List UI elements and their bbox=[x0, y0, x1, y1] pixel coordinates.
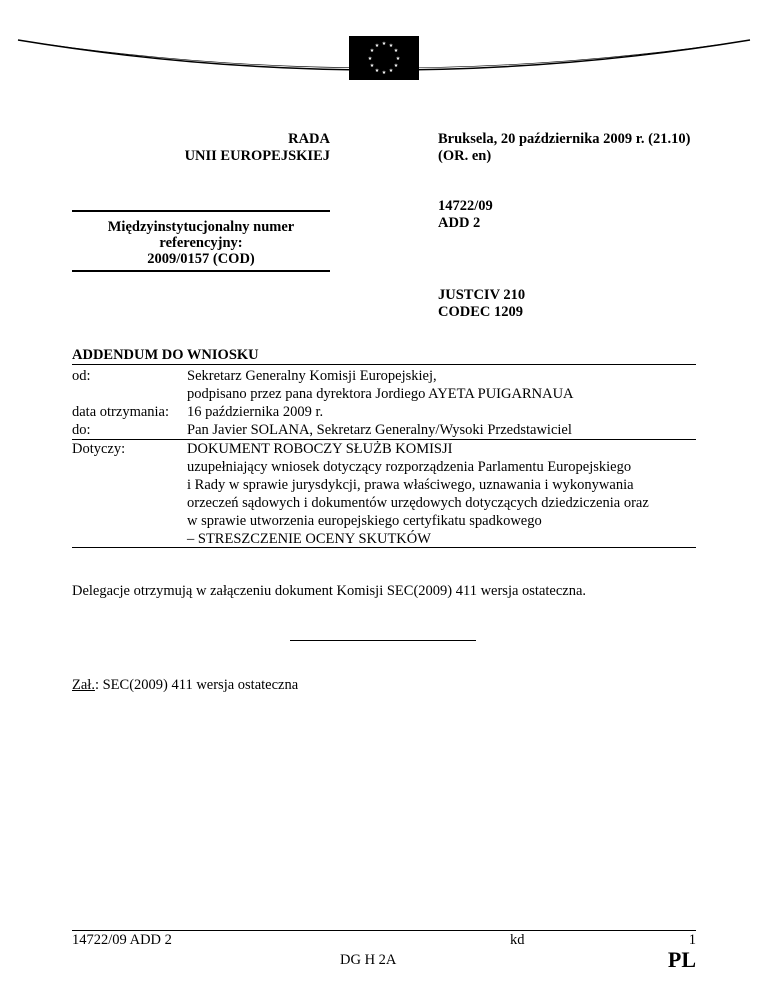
subject-line5: w sprawie utworzenia europejskiego certyfikatu spadkowego bbox=[187, 513, 542, 529]
label-subject: Dotyczy: bbox=[72, 441, 126, 457]
svg-text:★: ★ bbox=[367, 56, 373, 62]
svg-text:★: ★ bbox=[393, 48, 399, 54]
eu-stars-icon bbox=[349, 36, 419, 80]
date-line: Bruksela, 20 października 2009 r. (21.10) bbox=[438, 131, 691, 147]
label-date-received: data otrzymania: bbox=[72, 404, 170, 420]
attachment-label: Zał. bbox=[72, 677, 95, 693]
svg-text:★: ★ bbox=[381, 41, 387, 47]
attachment-line bbox=[72, 677, 298, 694]
footer-language: PL bbox=[667, 947, 696, 972]
codes-block bbox=[438, 287, 525, 321]
body-text: Delegacje otrzymują w załączeniu dokument Komisji SEC(2009) 411 wersja ostateczna. bbox=[72, 583, 587, 599]
council-line1: RADA bbox=[288, 131, 330, 147]
footer-page-number: 1 bbox=[688, 932, 696, 948]
doc-addendum: ADD 2 bbox=[438, 215, 481, 231]
svg-text:★: ★ bbox=[369, 48, 375, 54]
code-justciv: JUSTCIV 210 bbox=[438, 287, 526, 303]
svg-text:★: ★ bbox=[374, 68, 380, 74]
attachment-text: : SEC(2009) 411 wersja ostateczna bbox=[94, 677, 299, 693]
code-codec: CODEC 1209 bbox=[438, 304, 523, 320]
interinst-line2: referencyjny: bbox=[159, 235, 243, 251]
svg-text:★: ★ bbox=[393, 63, 399, 69]
label-to: do: bbox=[72, 422, 91, 438]
svg-text:★: ★ bbox=[381, 70, 387, 76]
interinst-ref bbox=[72, 219, 330, 267]
addendum-title: ADDENDUM DO WNIOSKU bbox=[72, 347, 259, 363]
original-language: (OR. en) bbox=[438, 148, 492, 164]
svg-text:★: ★ bbox=[388, 43, 394, 49]
svg-text:★: ★ bbox=[388, 68, 394, 74]
subject-line4: orzeczeń sądowych i dokumentów urzędowych dotyczących dziedziczenia oraz bbox=[187, 495, 649, 511]
subject-line1: DOKUMENT ROBOCZY SŁUŻB KOMISJI bbox=[187, 441, 453, 457]
subject-line2: uzupełniający wniosek dotyczący rozporządzenia Parlamentu Europejskiego bbox=[187, 459, 632, 475]
footer-rule bbox=[72, 930, 696, 931]
interinst-line1: Międzyinstytucjonalny numer bbox=[107, 219, 295, 235]
separator-rule bbox=[290, 640, 476, 641]
doc-number: 14722/09 bbox=[438, 198, 493, 214]
svg-text:★: ★ bbox=[369, 63, 375, 69]
footer-initials: kd bbox=[510, 932, 525, 948]
from-line1: Sekretarz Generalny Komisji Europejskiej, bbox=[187, 368, 437, 384]
subject-line3: i Rady w sprawie jurysdykcji, prawa właściwego, uznawania i wykonywania bbox=[187, 477, 634, 493]
footer-dept: DG H 2A bbox=[340, 952, 397, 968]
eu-flag-logo bbox=[349, 36, 419, 80]
interinst-line3: 2009/0157 (COD) bbox=[147, 251, 255, 267]
addendum-title-rule bbox=[72, 364, 696, 365]
interinst-bottom-rule bbox=[72, 270, 330, 272]
council-name bbox=[72, 131, 330, 165]
svg-text:★: ★ bbox=[374, 43, 380, 49]
svg-text:★: ★ bbox=[395, 56, 401, 62]
to-rule bbox=[72, 439, 696, 440]
doc-number-block bbox=[438, 198, 493, 232]
council-line2: UNII EUROPEJSKIEJ bbox=[184, 148, 330, 164]
date-received-value: 16 października 2009 r. bbox=[187, 404, 324, 420]
label-from: od: bbox=[72, 368, 91, 384]
interinst-top-rule bbox=[72, 210, 330, 212]
from-line2: podpisano przez pana dyrektora Jordiego AYETA PUIGARNAUA bbox=[187, 386, 574, 402]
footer-doc-ref: 14722/09 ADD 2 bbox=[72, 932, 172, 948]
to-value: Pan Javier SOLANA, Sekretarz Generalny/Wysoki Przedstawiciel bbox=[187, 422, 572, 438]
date-block bbox=[438, 131, 690, 165]
addendum-bottom-rule bbox=[72, 547, 696, 548]
subject-line6: – STRESZCZENIE OCENY SKUTKÓW bbox=[187, 531, 431, 547]
